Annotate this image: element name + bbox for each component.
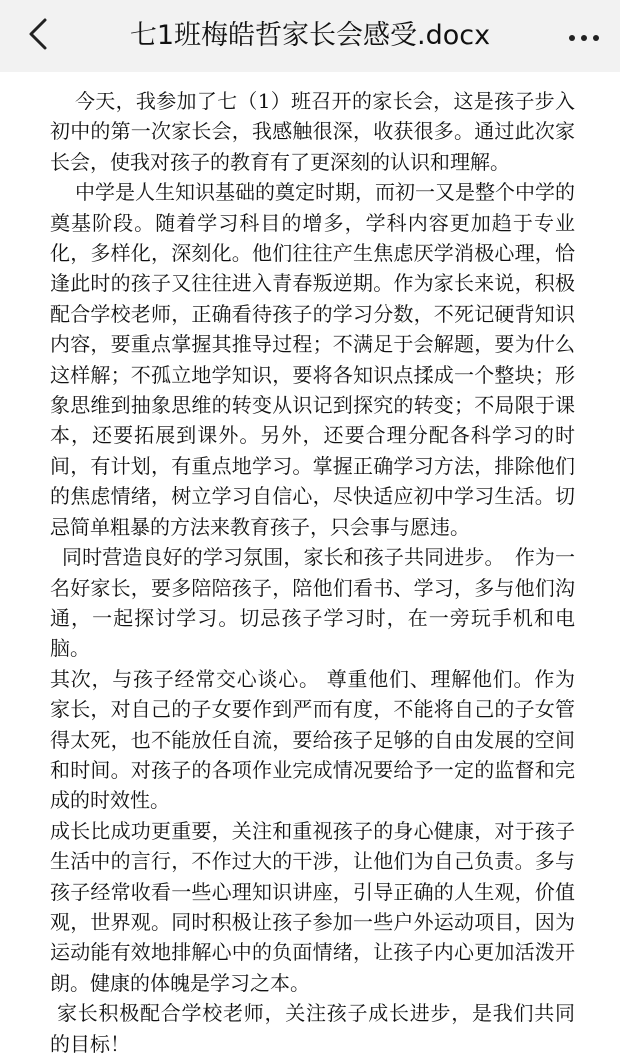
top-bar (0, 0, 620, 72)
document-body (50, 86, 575, 1059)
paragraph-growth-over-success: 成长比成功更重要，关注和重视孩子的身心健康，对于孩子生活中的言行，不作过大的干涉，让他们为自己负责。多与孩子经常收看一些心理知识讲座，引导正确的人生观，价值观，世界观。同时积极让孩子参加一些户外运动项目，因为运动能有效地排解心中的负面情绪，让孩子内心更加活泼开朗。健康的体魄是学习之本。 (50, 818, 575, 995)
paragraph-conclusion: 家长积极配合学校老师，关注孩子成长进步，是我们共同的目标！ (50, 1001, 575, 1056)
chevron-left-icon (27, 17, 49, 55)
back-button[interactable] (16, 14, 60, 58)
paragraph-intro: 今天，我参加了七（1）班召开的家长会，这是孩子步入初中的第一次家长会，我感触很深，收获很多。通过此次家长会，使我对孩子的教育有了更深刻的认识和理解。 (50, 89, 575, 174)
paragraph-learning-atmosphere: 同时营造良好的学习氛围，家长和孩子共同进步。 作为一名好家长，要多陪陪孩子，陪他们看书、学习，多与他们沟通，一起探讨学习。切忌孩子学习时，在一旁玩手机和电脑。 (50, 545, 575, 661)
more-options-button[interactable] (562, 14, 606, 58)
more-horizontal-icon (568, 27, 600, 46)
paragraph-middle-school-stage: 中学是人生知识基础的奠定时期，而初一又是整个中学的奠基阶段。随着学习科目的增多，学科内容更加趋于专业化，多样化，深刻化。他们往往产生焦虑厌学消极心理，恰逢此时的孩子又往往进入青春叛逆期。作为家长来说，积极配合学校老师，正确看待孩子的学习分数，不死记硬背知识内容，要重点掌握其推导过程；不满足于会解题，要为什么这样解；不孤立地学知识，要将各知识点揉成一个整块；形象思维到抽象思维的转变从识记到探究的转变；不局限于课本，还要拓展到课外。另外，还要合理分配各科学习的时间，有计划，有重点地学习。掌握正确学习方法，排除他们的焦虑情绪，树立学习自信心，尽快适应初中学习生活。切忌简单粗暴的方法来教育孩子，只会事与愿违。 (50, 180, 575, 539)
paragraph-heart-to-heart: 其次，与孩子经常交心谈心。 尊重他们、理解他们。作为家长，对自己的子女要作到严而有度，不能将自己的子女管得太死，也不能放任自流，要给孩子足够的自由发展的空间和时间。对孩子的各项作业完成情况要给予一定的监督和完成的时效性。 (50, 666, 575, 813)
document-title: 七1班梅皓哲家长会感受.docx (129, 20, 491, 51)
